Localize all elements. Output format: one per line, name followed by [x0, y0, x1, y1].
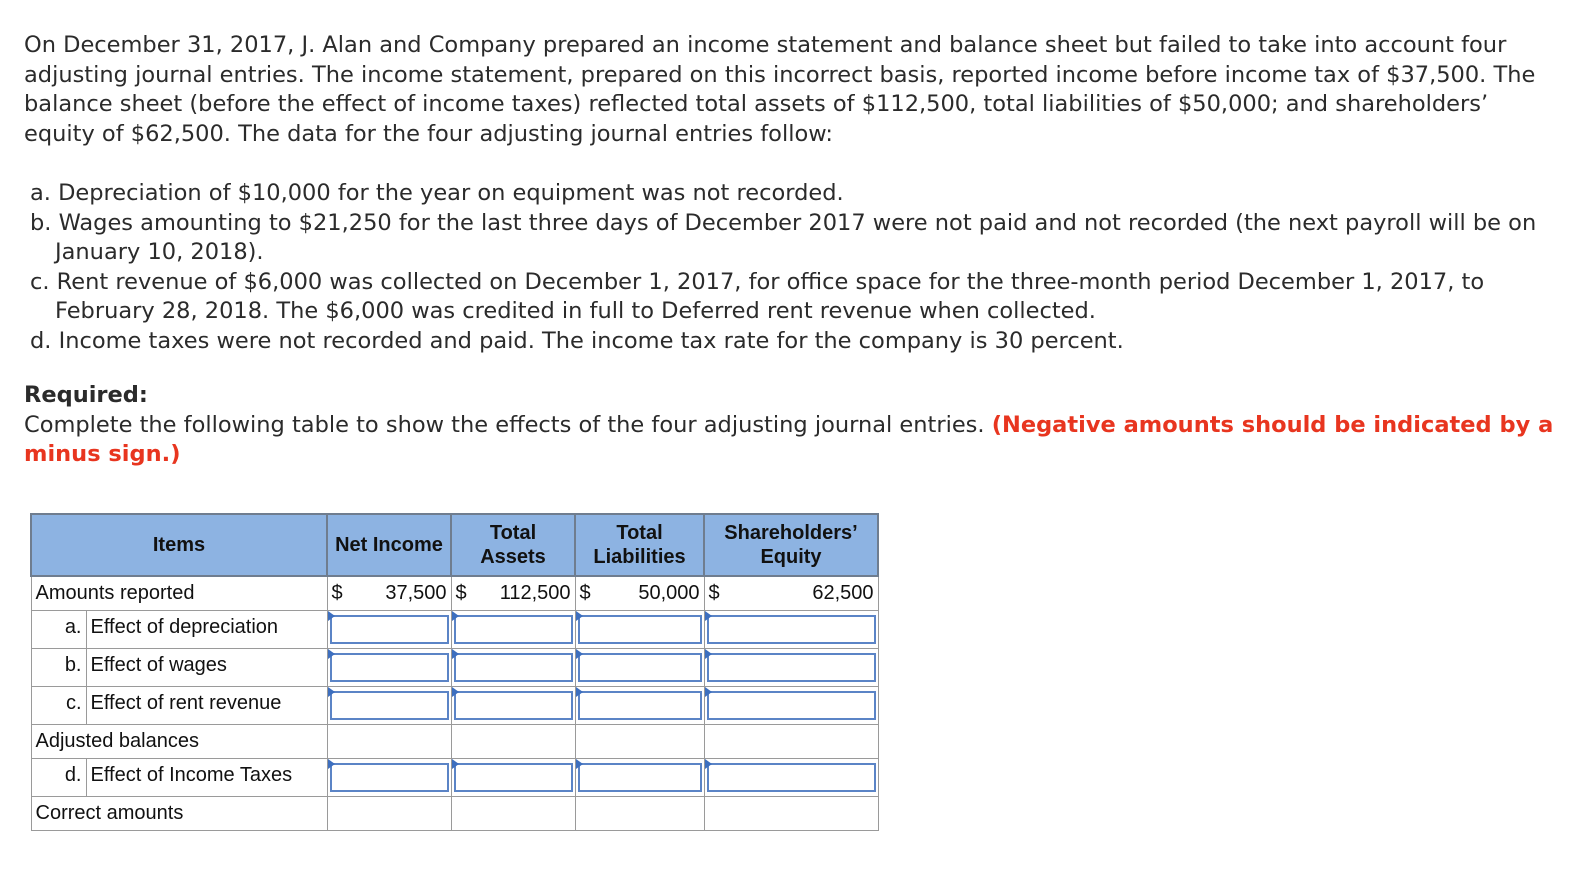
input-cell [451, 611, 575, 649]
adjusting-entries-list [30, 179, 1560, 357]
input-cell [451, 759, 575, 797]
dropdown-marker-icon [576, 649, 583, 659]
taxes-total-assets-input[interactable] [454, 763, 573, 792]
problem-intro: On December 31, 2017, J. Alan and Company prepared an income statement and balance sheet but failed to take into account four adjusting journal entries. The income statement, prepared on this incorrect basis, reported income before income tax of $37,500. The balance sheet (before the effect of income taxes) reflected total assets of $112,500, total liabilities of $50,000; and shareholders’ equity of $62,500. The data for the four adjusting journal entries follow: [24, 32, 1536, 147]
dropdown-marker-icon [576, 687, 583, 697]
correct-net-income-cell [327, 797, 451, 831]
row-text: Effect of depreciation [90, 616, 279, 638]
input-cell [327, 759, 451, 797]
adjusted-total-liabilities-cell [575, 725, 704, 759]
value: 62,500 [812, 582, 874, 604]
dropdown-marker-icon [705, 611, 712, 621]
dropdown-marker-icon [328, 759, 335, 769]
entry-c: c. Rent revenue of $6,000 was collected on December 1, 2017, for office space for the three-month period December 1, 2017, to February 28, 2018. The $6,000 was credited in full to Deferred rent revenue when collected. [30, 268, 1485, 325]
row-text: Effect of wages [90, 654, 227, 676]
dropdown-marker-icon [705, 687, 712, 697]
value: 112,500 [499, 582, 571, 604]
currency-symbol: $ [579, 582, 591, 604]
input-cell [704, 649, 878, 687]
input-cell [575, 759, 704, 797]
row-effect-rent-revenue [31, 687, 878, 725]
dropdown-marker-icon [576, 759, 583, 769]
input-cell [704, 687, 878, 725]
effects-table [30, 513, 879, 831]
input-cell [575, 611, 704, 649]
wages-total-liabilities-input[interactable] [578, 653, 702, 682]
entry-a: a. Depreciation of $10,000 for the year on equipment was not recorded. [30, 180, 844, 206]
value: 37,500 [385, 582, 447, 604]
input-cell [327, 687, 451, 725]
rent-total-assets-input[interactable] [454, 691, 573, 720]
header-total-assets: Total Assets [451, 514, 575, 576]
rent-equity-input[interactable] [707, 691, 876, 720]
reported-equity [704, 576, 878, 611]
correct-total-liabilities-cell [575, 797, 704, 831]
currency-symbol: $ [331, 582, 343, 604]
reported-total-assets [451, 576, 575, 611]
input-cell [327, 611, 451, 649]
dropdown-marker-icon [452, 649, 459, 659]
input-cell [704, 611, 878, 649]
input-cell [575, 687, 704, 725]
wages-total-assets-input[interactable] [454, 653, 573, 682]
rent-total-liabilities-input[interactable] [578, 691, 702, 720]
header-total-liabilities: Total Liabilities [575, 514, 704, 576]
row-letter: d. [32, 759, 87, 796]
adjusted-net-income-cell [327, 725, 451, 759]
header-items: Items [31, 514, 327, 576]
adjusted-equity-cell [704, 725, 878, 759]
dropdown-marker-icon [576, 611, 583, 621]
row-label: Amounts reported [31, 576, 327, 611]
dropdown-marker-icon [452, 759, 459, 769]
dropdown-marker-icon [452, 687, 459, 697]
input-cell [451, 649, 575, 687]
required-text: Complete the following table to show the effects of the four adjusting journal entries. [24, 411, 985, 438]
depreciation-net-income-input[interactable] [330, 615, 449, 644]
entry-b: b. Wages amounting to $21,250 for the last three days of December 2017 were not paid and not recorded (the next payroll will be on January 10, 2018). [30, 209, 1537, 266]
input-cell [575, 649, 704, 687]
row-letter: b. [32, 649, 87, 686]
value: 50,000 [638, 582, 700, 604]
row-effect-wages [31, 649, 878, 687]
input-cell [327, 649, 451, 687]
taxes-equity-input[interactable] [707, 763, 876, 792]
row-adjusted-balances [31, 725, 878, 759]
row-label [31, 649, 327, 687]
correct-total-assets-cell [451, 797, 575, 831]
depreciation-equity-input[interactable] [707, 615, 876, 644]
row-amounts-reported [31, 576, 878, 611]
dropdown-marker-icon [705, 759, 712, 769]
row-letter: a. [32, 611, 87, 648]
table-header-row [31, 514, 878, 576]
row-label [31, 687, 327, 725]
dropdown-marker-icon [328, 611, 335, 621]
dropdown-marker-icon [705, 649, 712, 659]
row-label: Adjusted balances [31, 725, 327, 759]
correct-equity-cell [704, 797, 878, 831]
reported-total-liabilities [575, 576, 704, 611]
input-cell [451, 687, 575, 725]
row-label [31, 759, 327, 797]
entry-d: d. Income taxes were not recorded and paid. The income tax rate for the company is 30 percent. [30, 327, 1124, 354]
row-correct-amounts [31, 797, 878, 831]
row-text: Effect of Income Taxes [90, 764, 293, 786]
currency-symbol: $ [455, 582, 467, 604]
input-cell [704, 759, 878, 797]
rent-net-income-input[interactable] [330, 691, 449, 720]
dropdown-marker-icon [328, 649, 335, 659]
row-text: Effect of rent revenue [90, 692, 282, 714]
header-net-income: Net Income [327, 514, 451, 576]
row-effect-depreciation [31, 611, 878, 649]
wages-equity-input[interactable] [707, 653, 876, 682]
depreciation-total-assets-input[interactable] [454, 615, 573, 644]
reported-net-income [327, 576, 451, 611]
negative-amounts-note: (Negative amounts should be indicated by a minus sign.) [24, 411, 1554, 468]
taxes-total-liabilities-input[interactable] [578, 763, 702, 792]
dropdown-marker-icon [452, 611, 459, 621]
required-heading: Required: [24, 382, 148, 408]
currency-symbol: $ [708, 582, 720, 604]
wages-net-income-input[interactable] [330, 653, 449, 682]
row-letter: c. [32, 687, 87, 724]
adjusted-total-assets-cell [451, 725, 575, 759]
row-label [31, 611, 327, 649]
dropdown-marker-icon [328, 687, 335, 697]
required-section [24, 381, 1554, 470]
depreciation-total-liabilities-input[interactable] [578, 615, 702, 644]
taxes-net-income-input[interactable] [330, 763, 449, 792]
row-effect-income-taxes [31, 759, 878, 797]
header-shareholders-equity: Shareholders’ Equity [704, 514, 878, 576]
row-label: Correct amounts [31, 797, 327, 831]
